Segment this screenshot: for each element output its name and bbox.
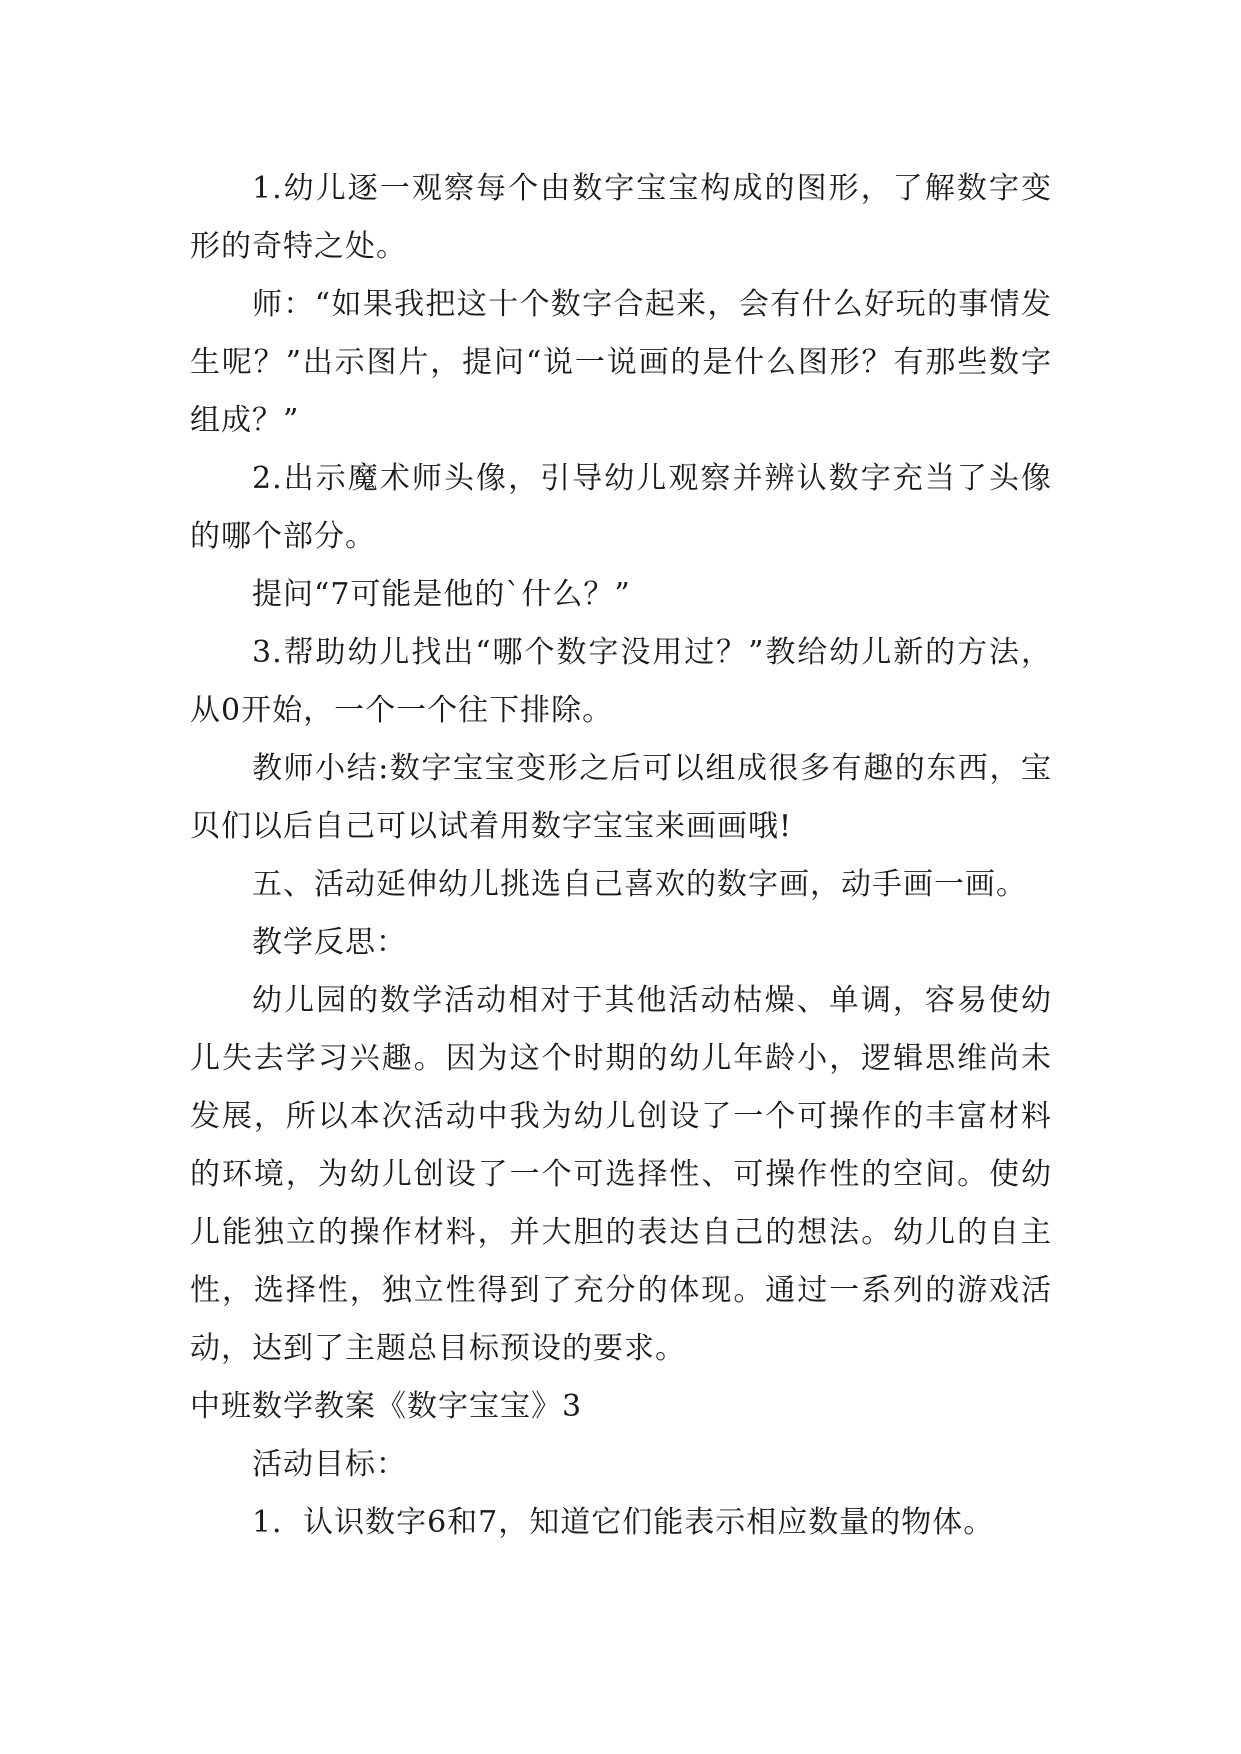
paragraph-objectives-heading: 活动目标：: [252, 1447, 407, 1482]
paragraph-step-1: 1.幼儿逐一观察每个由数字宝宝构成的图形，了解数字变形的奇特之处。: [190, 171, 1052, 264]
document-body: [190, 160, 1052, 1552]
paragraph-teacher-summary: 教师小结:数字宝宝变形之后可以组成很多有趣的东西，宝贝们以后自己可以试着用数字宝宝来画画哦!: [190, 751, 1052, 844]
paragraph-question-7: 提问“7可能是他的`什么？”: [252, 577, 631, 612]
paragraph-reflection-body: 幼儿园的数学活动相对于其他活动枯燥、单调，容易使幼儿失去学习兴趣。因为这个时期的幼儿年龄小，逻辑思维尚未发展，所以本次活动中我为幼儿创设了一个可操作的丰富材料的环境，为幼儿创设了一个可选择性、可操作性的空间。使幼儿能独立的操作材料，并大胆的表达自己的想法。幼儿的自主性，选择性，独立性得到了充分的体现。通过一系列的游戏活动，达到了主题总目标预设的要求。: [190, 983, 1052, 1366]
paragraph-teacher-question: 师：“如果我把这十个数字合起来，会有什么好玩的事情发生呢？”出示图片，提问“说一说画的是什么图形？有那些数字组成？”: [190, 287, 1052, 438]
paragraph-reflection-heading: 教学反思：: [252, 925, 407, 960]
paragraph-step-3: 3.帮助幼儿找出“哪个数字没用过？”教给幼儿新的方法，从0开始，一个一个往下排除。: [190, 635, 1052, 728]
paragraph-objective-1: 1．认识数字6和7，知道它们能表示相应数量的物体。: [252, 1505, 995, 1540]
paragraph-step-2: 2.出示魔术师头像，引导幼儿观察并辨认数字充当了头像的哪个部分。: [190, 461, 1052, 554]
section-title: 中班数学教案《数字宝宝》3: [190, 1389, 583, 1424]
paragraph-activity-extension: 五、活动延伸幼儿挑选自己喜欢的数字画，动手画一画。: [252, 867, 1027, 902]
